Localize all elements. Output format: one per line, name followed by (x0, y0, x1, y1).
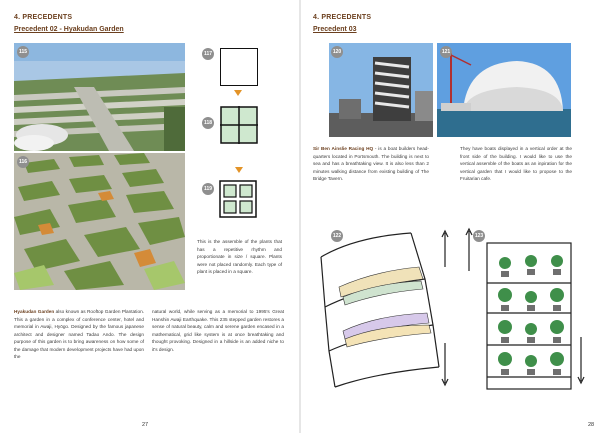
figure-number-116: 116 (17, 156, 29, 168)
figure-number-120: 120 (331, 46, 343, 58)
photo-boat-tower (329, 43, 433, 137)
body-lead-bold: Hyakudan Garden (14, 309, 55, 314)
diagram-empty-square (220, 48, 258, 86)
figure-number-118: 118 (202, 117, 214, 129)
diagram-quartered-square (220, 106, 258, 144)
figure-number-122: 122 (331, 230, 343, 242)
body-lead-bold: Sir Ben Ainslie Racing HQ (313, 146, 374, 151)
body-text: - is a boat builders head-quarters located in Portsmouth. The building is next to sea and has a breathtaking view. It is also less than 2 minutes walking distance from existing building of The Bridge Tavern. (313, 146, 429, 181)
figure-number-117: 117 (202, 48, 214, 60)
body-text: also known as Rooftop Garden Plantation. This a garden in a complex of conference center, hotel and memorial in Awaji, Hyōgo. Designed by the famous japanese architect and designer named Tadao Ando. The design purpose of this garden is to bring awareness on how some of the damage that modern development projects have had upon the (14, 309, 144, 359)
arrow-down-icon (235, 167, 243, 173)
section-heading: 4. PRECEDENTS (14, 14, 73, 21)
body-column-2: natural world, while serving as a memorial to 1995's Great Hanshin Awaji Earthquake. This 235 stepped garden restores a sense of natural beauty, calm and serene garden encased in a mathematical, grid like system is at once breathtaking and thought provoking. Designed in a hillside is an added niche to it's design. (152, 309, 284, 352)
figure-number-121: 121 (440, 46, 452, 58)
page-number: 28 (588, 422, 595, 428)
figure-number-123: 123 (473, 230, 485, 242)
page-number: 27 (142, 422, 149, 428)
figure-number-115: 115 (17, 46, 29, 58)
arrow-down-icon (234, 90, 242, 96)
sketch-shelves-perspective (315, 227, 453, 395)
figure-number-119: 119 (202, 183, 214, 195)
body-column-1 (313, 145, 429, 183)
diagram-caption: This is the assemble of the plants that has a repetitive rhythm and proportionate in size / square. Plants were not placed randomly. Each type of plant is placed in a square. (197, 239, 282, 274)
photo-hyakudan-terraces (14, 153, 185, 290)
body-column-2: They have boats displayed in a vertical order at the front side of the building. I would like to use the vertical assemble of the boats as an inpiration for the vertical garden that I would like to propose to the Fruitarian cafe. (460, 146, 572, 181)
body-column-1 (14, 308, 144, 361)
photo-racing-hq-building (437, 43, 571, 137)
precedent-title: Precedent 03 (313, 26, 357, 33)
photo-hyakudan-aerial (14, 43, 185, 151)
page-left (0, 0, 299, 433)
precedent-title: Precedent 02 - Hyakudan Garden (14, 26, 124, 33)
sketch-vertical-garden (459, 227, 593, 395)
section-heading: 4. PRECEDENTS (313, 14, 372, 21)
diagram-planted-squares (219, 180, 257, 218)
page-right (301, 0, 600, 433)
